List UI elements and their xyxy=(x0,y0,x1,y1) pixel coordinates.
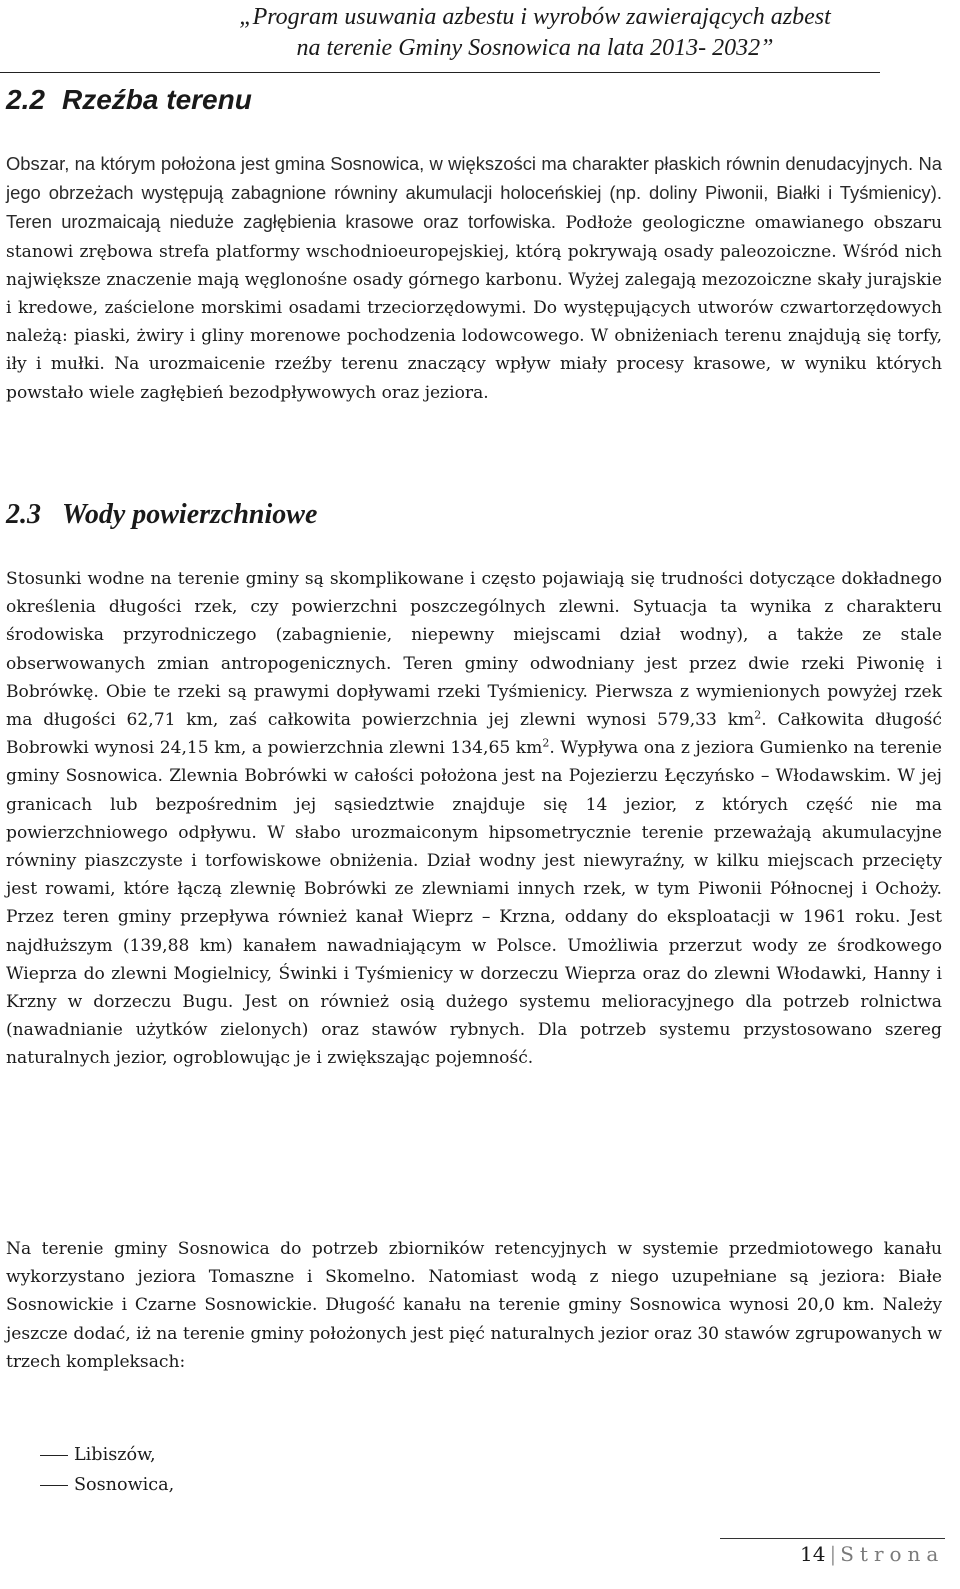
superscript-unit: 2 xyxy=(542,736,550,750)
page-number: 14 xyxy=(800,1542,826,1566)
section-heading-2-2 xyxy=(6,82,252,118)
section-number: 2.3 xyxy=(6,499,41,530)
document-header-title xyxy=(210,2,860,64)
superscript-unit: 2 xyxy=(754,708,762,722)
section-title: Wody powierzchniowe xyxy=(62,499,318,530)
header-title-line-1: „Program usuwania azbestu i wyrobów zawierających azbest xyxy=(239,4,831,30)
paragraph-text: . Całkowita długość Bobrowki wynosi 24,15 km, a powierzchnia zlewni 134,65 km xyxy=(6,710,942,759)
page-label: Strona xyxy=(840,1542,945,1566)
dash-bullet-icon xyxy=(40,1485,68,1486)
complexes-list xyxy=(40,1440,174,1500)
footer-separator: | xyxy=(829,1542,837,1566)
header-divider xyxy=(0,72,880,73)
header-title-line-2: na terenie Gminy Sosnowica na lata 2013- 2032” xyxy=(296,35,774,61)
paragraph-canal xyxy=(6,1235,942,1376)
section-number: 2.2 xyxy=(6,84,45,115)
list-item-label: Libiszów, xyxy=(74,1445,156,1465)
paragraph-text: . Wypływa ona z jeziora Gumienko na terenie gminy Sosnowica. Zlewnia Bobrówki w całości położona jest na Pojezierzu Łęczyńsko – Włodawskim. W jej granicach lub bezpośrednim jej sąsiedztwie znajduje się 14 jezior, z których część nie ma powierzchniowego odpływu. W słabo urozmaiconym hipsometrycznie terenie przeważają akumulacyjne równiny piaszczyste i torfowiskowe obniżenia. Dział wodny jest niewyraźny, w kilku miejscach przecięty jest rowami, które łączą zlewnię Bobrówki ze zlewniami innych rzek, w tym Piwonii Północnej i Ochoży. Przez teren gminy przepływa również kanał Wieprz – Krzna, oddany do eksploatacji w 1961 roku. Jest najdłuższym (139,88 km) kanałem nawadniającym w Polsce. Umożliwia przerzut wody ze środkowego Wieprza do zlewni Mogielnicy, Świnki i Tyśmienicy w dorzeczu Wieprza oraz do zlewni Włodawki, Hanny i Krzny w dorzeczu Bugu. Jest on również osią dużego systemu melioracyjnego dla potrzeb rolnictwa (nawadnianie użytków zielonych) oraz stawów rybnych. Dla potrzeb systemu przystosowano szereg naturalnych jezior, ogroblowując je i zwiększając pojemność. xyxy=(6,738,942,1069)
paragraph-relief xyxy=(6,150,942,407)
list-item-label: Sosnowica, xyxy=(74,1475,175,1495)
paragraph-text: Stosunki wodne na terenie gminy są skomplikowane i często pojawiają się trudności dotyczące dokładnego określenia długości rzek, czy powierzchni poszczególnych zlewni. Sytuacja ta wynika z charakteru środowiska przyrodniczego (zabagnienie, niepewny miejscami dział wodny), a także ze stale obserwowanych zmian antropogenicznych. Teren gminy odwodniany jest przez dwie rzeki Piwonię i Bobrówkę. Obie te rzeki są prawymi dopływami rzeki Tyśmienicy. Pierwsza z wymienionych powyżej rzek ma długości 62,71 km, zaś całkowita powierzchnia jej zlewni wynosi 579,33 km xyxy=(6,569,942,731)
paragraph-relief-part-a: Obszar, na którym położona jest gmina Sosnowica, w większości ma charakter płaskich równin denudacyjnych. Na jego obrzeżach występują zabagnione równiny akumulacji holoceńskiej (np. doliny Piwonii, Białki i Tyśmienicy). Teren urozmaicają nieduże zagłębienia krasowe oraz torfowiska. xyxy=(6,153,942,233)
section-title: Rzeźba terenu xyxy=(62,84,252,115)
paragraph-surface-waters xyxy=(6,565,942,1073)
list-item xyxy=(40,1440,174,1470)
page-footer xyxy=(800,1539,944,1569)
paragraph-text: Na terenie gminy Sosnowica do potrzeb zbiorników retencyjnych w systemie przedmiotowego kanału wykorzystano jeziora Tomaszne i Skomelno. Natomiast wodą z niego uzupełniane są jeziora: Białe Sosnowickie i Czarne Sosnowickie. Długość kanału na terenie gminy Sosnowica wynosi 20,0 km. Należy jeszcze dodać, iż na terenie gminy położonych jest pięć naturalnych jezior oraz 30 stawów zgrupowanych w trzech kompleksach: xyxy=(6,1239,942,1372)
section-heading-2-3 xyxy=(6,497,317,533)
dash-bullet-icon xyxy=(40,1455,68,1456)
list-item xyxy=(40,1470,174,1500)
paragraph-relief-part-b: Podłoże geologiczne omawianego obszaru stanowi zrębowa strefa platformy wschodnioeuropejskiej, którą pokrywają osady paleozoiczne. Wśród nich największe znaczenie mają węglonośne osady górnego karbonu. Wyżej zalegają mezozoiczne skały jurajskie i kredowe, zaścielone morskimi osadami trzeciorzędowymi. Do występujących utworów czwartorzędowych należą: piaski, żwiry i gliny morenowe pochodzenia lodowcowego. W obniżeniach terenu znajdują się torfy, iły i mułki. Na urozmaicenie rzeźby terenu znaczący wpływ miały procesy krasowe, w wyniku których powstało wiele zagłębień bezodpływowych oraz jeziora. xyxy=(6,213,942,403)
